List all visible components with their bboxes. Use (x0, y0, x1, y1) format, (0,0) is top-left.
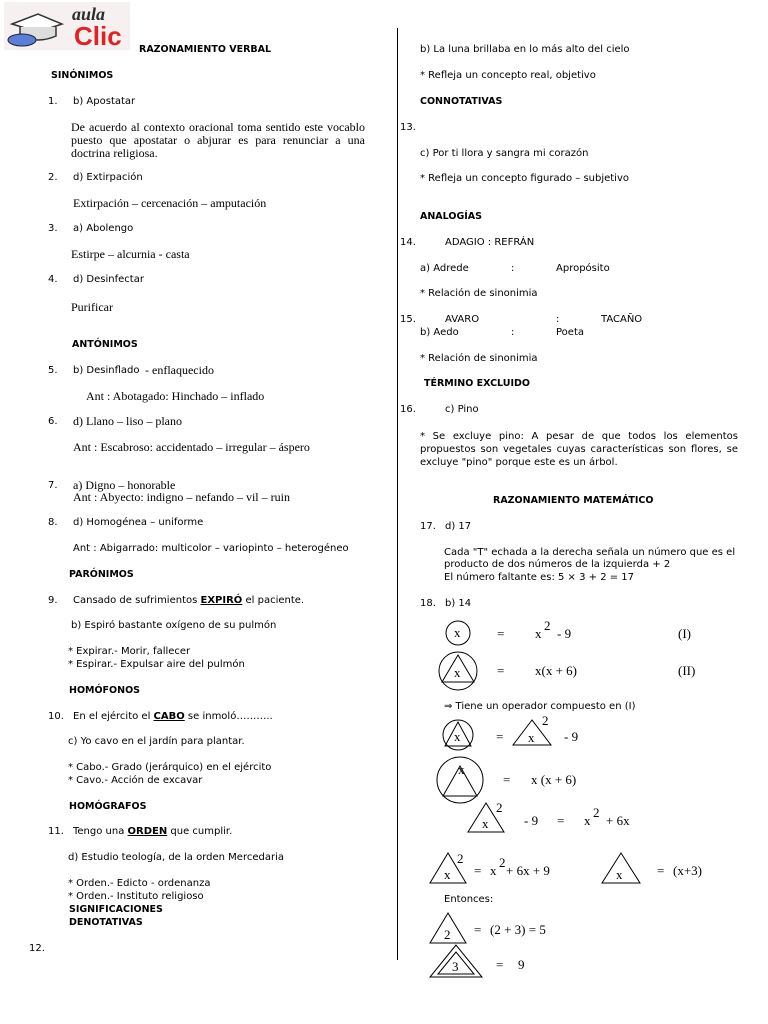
q11-sentence (73, 826, 232, 838)
eq6-result: (x+3) (673, 863, 702, 878)
eq5-x2-exponent: 2 (593, 805, 600, 820)
q9-number: 9. (48, 595, 58, 606)
eq2-expr: x(x + 6) (535, 663, 577, 678)
heading-denotativas: DENOTATIVAS (69, 917, 143, 928)
q1-explanation: De acuerdo al contexto oracional toma sentido este vocablo puesto que apostatar o abjurar es para renunciar a una doctrina religiosa. (71, 120, 365, 160)
eq6-equals: = (474, 863, 482, 878)
operator-note: ⇒ Tiene un operador compuesto en (I) (444, 701, 636, 712)
aulaclic-logo (4, 2, 130, 50)
q10-sentence (73, 711, 273, 723)
heading-termino-excluido: TÉRMINO EXCLUIDO (424, 378, 530, 389)
equation-row-5 (466, 800, 666, 836)
q6-answer: d) Llano – liso – plano (73, 414, 182, 428)
q14-explanation: * Relación de sinonimia (420, 288, 538, 299)
heading-antonimos: ANTÓNIMOS (72, 339, 138, 350)
equation-row-6 (428, 850, 728, 886)
q12-number: 12. (29, 943, 45, 954)
eq1-x: x (454, 625, 461, 640)
q8-number: 8. (48, 517, 58, 528)
section-title-verbal: RAZONAMIENTO VERBAL (139, 44, 272, 55)
q18-answer: b) 14 (445, 598, 472, 609)
q9-sentence (73, 595, 304, 607)
q7-explanation: Ant : Abyecto: indigno – nefando – vil – ruin (73, 490, 290, 504)
q4-number: 4. (48, 274, 58, 285)
eq6-x2-exponent: 2 (499, 855, 506, 870)
graduation-cap-icon (4, 2, 130, 50)
section-title-matematico: RAZONAMIENTO MATEMÁTICO (493, 495, 654, 506)
q2-explanation: Extirpación – cercenación – amputación (73, 196, 267, 210)
eq7-two: 2 (444, 927, 451, 942)
q17-answer: d) 17 (445, 521, 472, 532)
eq1-equals: = (497, 626, 505, 641)
entonces-label: Entonces: (444, 894, 494, 905)
q3-number: 3. (48, 223, 58, 234)
q5-number: 5. (48, 365, 58, 376)
logo-clic: Clic (74, 21, 122, 50)
q9-post: el paciente. (242, 595, 305, 606)
heading-sinonimos: SINÓNIMOS (51, 70, 114, 81)
eq5-plus6x: + 6x (606, 813, 630, 828)
eq3-x-inner: x (454, 729, 461, 744)
heading-connotativas: CONNOTATIVAS (420, 96, 503, 107)
q16-answer: c) Pino (445, 404, 479, 415)
equation-row-8 (428, 943, 628, 979)
q11-def2: * Orden.- Instituto religioso (68, 891, 204, 902)
q10-keyword: CABO (153, 711, 185, 722)
q7-number: 7. (48, 480, 58, 491)
q4-explanation: Purificar (71, 300, 113, 314)
q15-premise-colon: : (556, 314, 560, 325)
q5-explanation: Ant : Abotagado: Hinchado – inflado (86, 389, 265, 403)
eq6-x-right: x (616, 867, 623, 882)
eq8-result: 9 (518, 957, 525, 972)
equation-row-1 (440, 618, 720, 650)
eq5-x: x (482, 816, 489, 831)
q15-premise-b: TACAÑO (601, 314, 643, 325)
q14-option-a: a) Adrede (420, 263, 469, 274)
q12-answer: b) La luna brillaba en lo más alto del cielo (420, 44, 630, 55)
q13-explanation: * Refleja un concepto figurado – subjetivo (420, 173, 629, 184)
q17-number: 17. (420, 521, 436, 532)
q11-keyword: ORDEN (127, 826, 168, 837)
heading-analogias: ANALOGÍAS (420, 211, 482, 222)
column-divider (397, 28, 398, 960)
eq6-exponent: 2 (457, 851, 464, 866)
eq4-expr: x (x + 6) (531, 772, 577, 787)
heading-paronimos: PARÓNIMOS (69, 569, 134, 580)
eq2-roman-ii: (II) (678, 663, 696, 678)
eq1-roman-i: (I) (678, 626, 691, 641)
heading-homografos: HOMÓGRAFOS (69, 801, 147, 812)
logo-aula: aula (72, 4, 106, 24)
q18-number: 18. (420, 598, 436, 609)
q13-number: 13. (400, 122, 416, 133)
heading-homofonos: HOMÓFONOS (69, 685, 140, 696)
eq4-equals: = (503, 772, 511, 787)
heading-significaciones: SIGNIFICACIONES (69, 904, 163, 915)
q10-answer: c) Yo cavo en el jardín para plantar. (68, 736, 245, 747)
q5-answer: b) Desinflado (73, 365, 140, 376)
eq7-result: (2 + 3) = 5 (490, 922, 546, 937)
equation-row-3 (440, 714, 640, 752)
eq1-exponent: 2 (544, 618, 551, 633)
q15-option-b: Poeta (556, 327, 584, 338)
q9-def1: * Expirar.- Morir, fallecer (68, 646, 191, 657)
eq8-three: 3 (452, 959, 459, 974)
equation-row-7 (428, 910, 628, 946)
q6-number: 6. (48, 416, 58, 427)
q1-number: 1. (48, 96, 58, 107)
q10-post: se inmoló……….. (184, 711, 273, 722)
q10-def2: * Cavo.- Acción de excavar (68, 775, 203, 786)
q16-explanation: * Se excluye pino: A pesar de que todos los elementos propuestos son vegetales cuyas características son flores, se excluye "pino" porque este es un árbol. (420, 431, 738, 468)
eq3-x-triangle: x (528, 730, 535, 745)
q17-expl-line1: Cada "T" echada a la derecha señala un número que es el (444, 547, 736, 558)
q4-answer: d) Desinfectar (73, 274, 144, 285)
q3-answer: a) Abolengo (73, 223, 134, 234)
q9-def2: * Espirar.- Expulsar aire del pulmón (68, 659, 245, 670)
q11-number: 11. (48, 826, 64, 837)
q15-colon: : (511, 327, 515, 338)
equation-row-2 (434, 650, 714, 692)
q11-def1: * Orden.- Edicto - ordenanza (68, 878, 211, 889)
eq7-equals: = (474, 922, 482, 937)
q15-explanation: * Relación de sinonimia (420, 353, 538, 364)
q1-answer: b) Apostatar (73, 96, 136, 107)
eq5-exponent: 2 (496, 800, 503, 815)
q11-post: que cumplir. (167, 826, 233, 837)
q11-answer: d) Estudio teología, de la orden Mercedaria (68, 852, 284, 863)
q10-pre: En el ejército el (73, 711, 154, 722)
eq1-x2: x (535, 626, 542, 641)
q17-expl-line2: producto de dos números de la izquierda + 2 (444, 559, 671, 570)
q14-colon: : (511, 263, 515, 274)
q2-answer: d) Extirpación (73, 172, 143, 183)
eq3-exponent: 2 (542, 713, 549, 728)
eq6-equals-right: = (657, 863, 665, 878)
q15-premise-a: AVARO (445, 314, 480, 325)
equation-row-4 (434, 756, 634, 804)
q13-answer: c) Por ti llora y sangra mi corazón (420, 148, 589, 159)
q11-pre: Tengo una (73, 826, 128, 837)
eq3-equals: = (496, 729, 504, 744)
q14-premise: ADAGIO : REFRÁN (445, 237, 535, 248)
q14-number: 14. (400, 237, 416, 248)
q9-pre: Cansado de sufrimientos (73, 595, 201, 606)
eq2-equals: = (497, 663, 505, 678)
q12-explanation: * Refleja un concepto real, objetivo (420, 70, 596, 81)
q8-answer: d) Homogénea – uniforme (73, 517, 204, 528)
eq5-x2: x (584, 813, 591, 828)
q7-answer: a) Digno – honorable (73, 478, 176, 492)
eq5-minus9: - 9 (524, 813, 539, 828)
q3-explanation: Estirpe – alcurnia - casta (71, 247, 190, 261)
q9-keyword: EXPIRÓ (200, 595, 243, 606)
eq3-minus9: - 9 (564, 729, 579, 744)
eq8-equals: = (496, 957, 504, 972)
q15-option-a: b) Aedo (420, 327, 459, 338)
eq5-equals: = (557, 813, 565, 828)
q5-answer-extra: - enflaquecido (145, 363, 214, 377)
q10-def1: * Cabo.- Grado (jerárquico) en el ejército (68, 762, 272, 773)
q14-option-b: Apropósito (556, 263, 610, 274)
eq1-minus9: - 9 (557, 626, 572, 641)
q2-number: 2. (48, 172, 58, 183)
q15-number: 15. (400, 314, 416, 325)
eq6-rest: + 6x + 9 (506, 863, 550, 878)
q10-number: 10. (48, 711, 64, 722)
eq2-x: x (454, 665, 461, 680)
q6-explanation: Ant : Escabroso: accidentado – irregular – áspero (73, 440, 310, 454)
q16-number: 16. (400, 404, 416, 415)
q9-answer: b) Espiró bastante oxígeno de su pulmón (71, 620, 277, 631)
q17-expl-line3: El número faltante es: 5 × 3 + 2 = 17 (444, 572, 635, 583)
eq6-x: x (444, 867, 451, 882)
q8-explanation: Ant : Abigarrado: multicolor – variopinto – heterogéneo (73, 543, 349, 554)
eq6-x2: x (490, 863, 497, 878)
eq4-x-top: x (458, 762, 465, 777)
